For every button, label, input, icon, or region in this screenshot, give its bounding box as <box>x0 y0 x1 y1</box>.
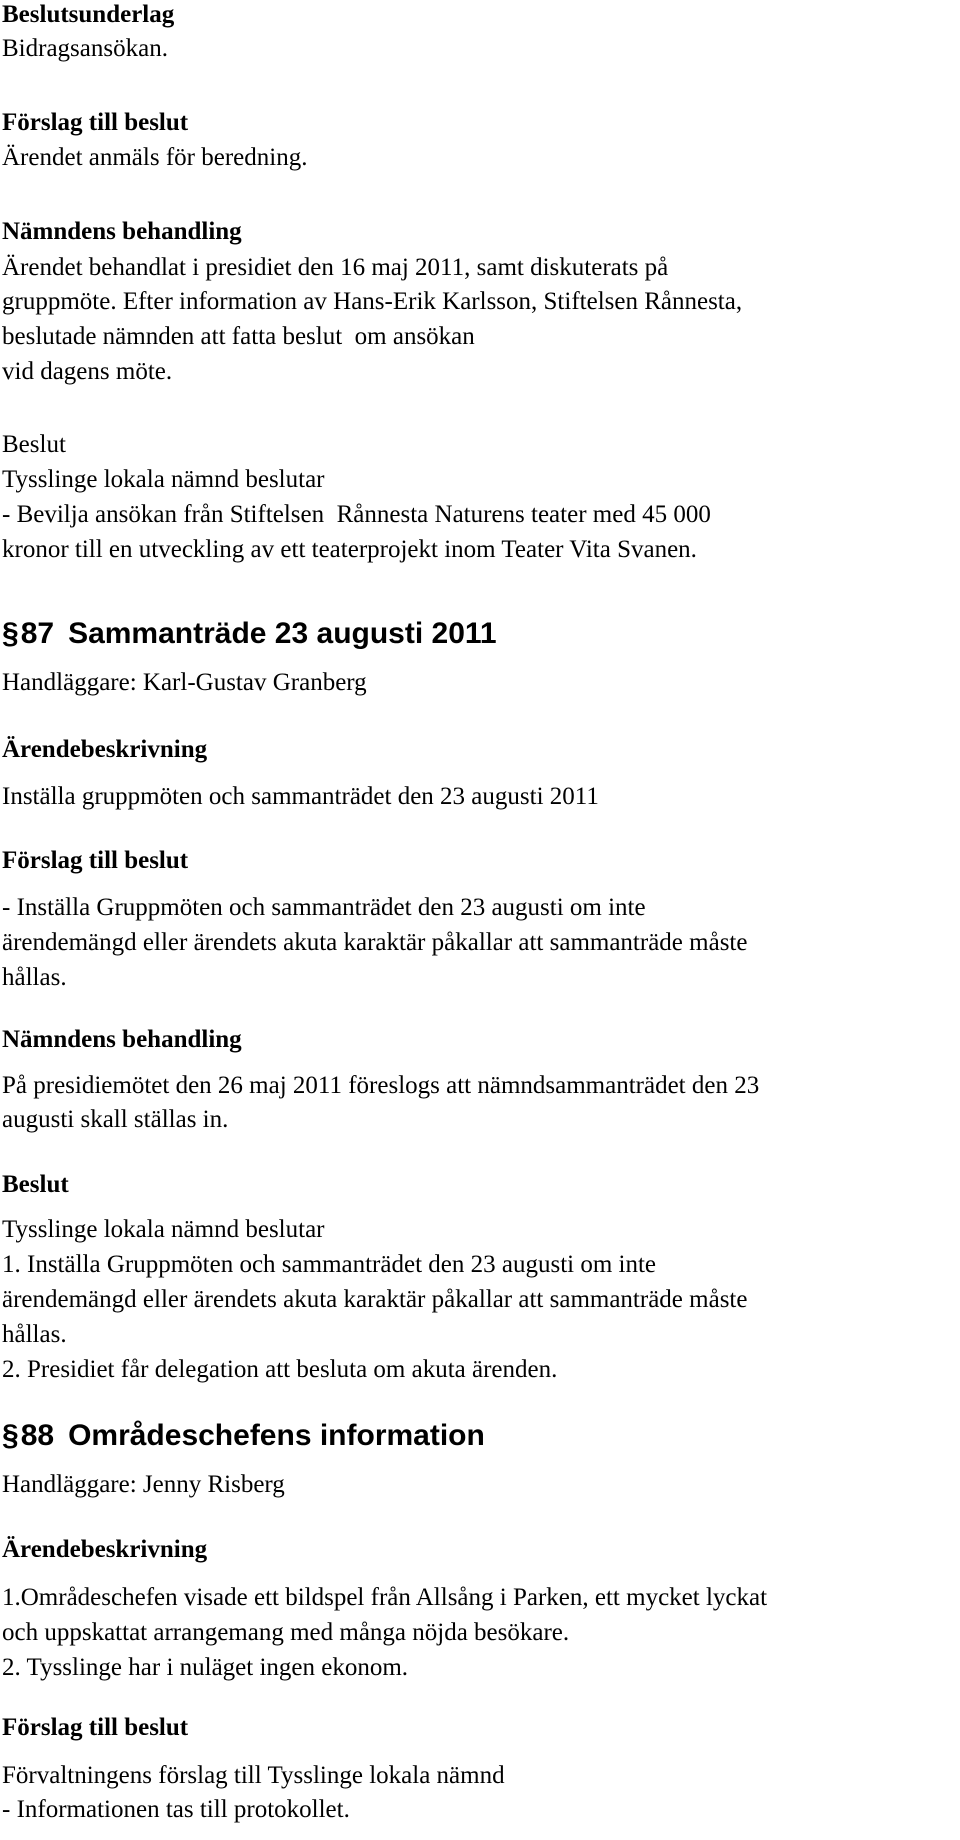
forslag-line: hållas. <box>2 964 67 991</box>
heading-namndens-behandling: Nämndens behandling <box>2 218 242 245</box>
heading-beslut: Beslut <box>2 431 66 458</box>
beskrivning-line: 2. Tysslinge har i nuläget ingen ekonom. <box>2 1654 409 1681</box>
heading-forslag-till-beslut: Förslag till beslut <box>2 847 189 874</box>
arendebeskrivning-text: Inställa gruppmöten och sammanträdet den 23 augusti 2011 <box>2 783 599 810</box>
beslut-line: Tysslinge lokala nämnd beslutar <box>2 466 325 493</box>
heading-beslutsunderlag: Beslutsunderlag <box>2 1 175 28</box>
behandling-line: Ärendet behandlat i presidiet den 16 maj 2011, samt diskuterats på <box>2 254 669 281</box>
beskrivning-line: och uppskattat arrangemang med många nöjda besökare. <box>2 1619 570 1646</box>
beslut-line: 1. Inställa Gruppmöten och sammanträdet den 23 augusti om inte <box>2 1251 657 1278</box>
beslut-line: Tysslinge lokala nämnd beslutar <box>2 1216 325 1243</box>
beskrivning-line: 1.Områdeschefen visade ett bildspel från Allsång i Parken, ett mycket lyckat <box>2 1584 768 1611</box>
handlaggare: Handläggare: Jenny Risberg <box>2 1471 285 1498</box>
forslag-text: Ärendet anmäls för beredning. <box>2 144 308 171</box>
section-number: 87 <box>20 617 55 650</box>
beslut-line: 2. Presidiet får delegation att besluta om akuta ärenden. <box>2 1356 558 1383</box>
section-title: Sammanträde 23 augusti 2011 <box>68 617 497 650</box>
beslut-line: hållas. <box>2 1321 67 1348</box>
behandling-line: augusti skall ställas in. <box>2 1106 229 1133</box>
section-title: Områdeschefens information <box>68 1419 485 1452</box>
beslut-line: kronor till en utveckling av ett teaterprojekt inom Teater Vita Svanen. <box>2 536 697 563</box>
heading-namndens-behandling: Nämndens behandling <box>2 1026 242 1053</box>
handlaggare: Handläggare: Karl-Gustav Granberg <box>2 669 367 696</box>
section-number: 88 <box>20 1419 55 1452</box>
beslutsunderlag-text: Bidragsansökan. <box>2 35 168 62</box>
paragraph-symbol: § <box>2 617 19 650</box>
heading-forslag-till-beslut: Förslag till beslut <box>2 1714 189 1741</box>
behandling-line: gruppmöte. Efter information av Hans-Erik Karlsson, Stiftelsen Rånnesta, <box>2 288 743 315</box>
section-87-heading <box>2 616 497 652</box>
forslag-line: Förvaltningens förslag till Tysslinge lokala nämnd <box>2 1762 505 1789</box>
heading-arendebeskrivning: Ärendebeskrivning <box>2 1536 208 1563</box>
heading-beslut: Beslut <box>2 1171 69 1198</box>
heading-forslag-till-beslut: Förslag till beslut <box>2 109 189 136</box>
behandling-line: beslutade nämnden att fatta beslut om ansökan <box>2 323 475 350</box>
beslut-line: ärendemängd eller ärendets akuta karaktär påkallar att sammanträde måste <box>2 1286 748 1313</box>
forslag-line: - Informationen tas till protokollet. <box>2 1796 350 1823</box>
behandling-line: vid dagens möte. <box>2 358 173 385</box>
beslut-line: - Bevilja ansökan från Stiftelsen Rånnesta Naturens teater med 45 000 <box>2 501 711 528</box>
section-88-heading <box>2 1418 485 1454</box>
behandling-line: På presidiemötet den 26 maj 2011 föreslogs att nämndsammanträdet den 23 <box>2 1072 760 1099</box>
heading-arendebeskrivning: Ärendebeskrivning <box>2 736 208 763</box>
paragraph-symbol: § <box>2 1419 19 1452</box>
forslag-line: ärendemängd eller ärendets akuta karaktär påkallar att sammanträde måste <box>2 929 748 956</box>
forslag-line: - Inställa Gruppmöten och sammanträdet den 23 augusti om inte <box>2 894 646 921</box>
